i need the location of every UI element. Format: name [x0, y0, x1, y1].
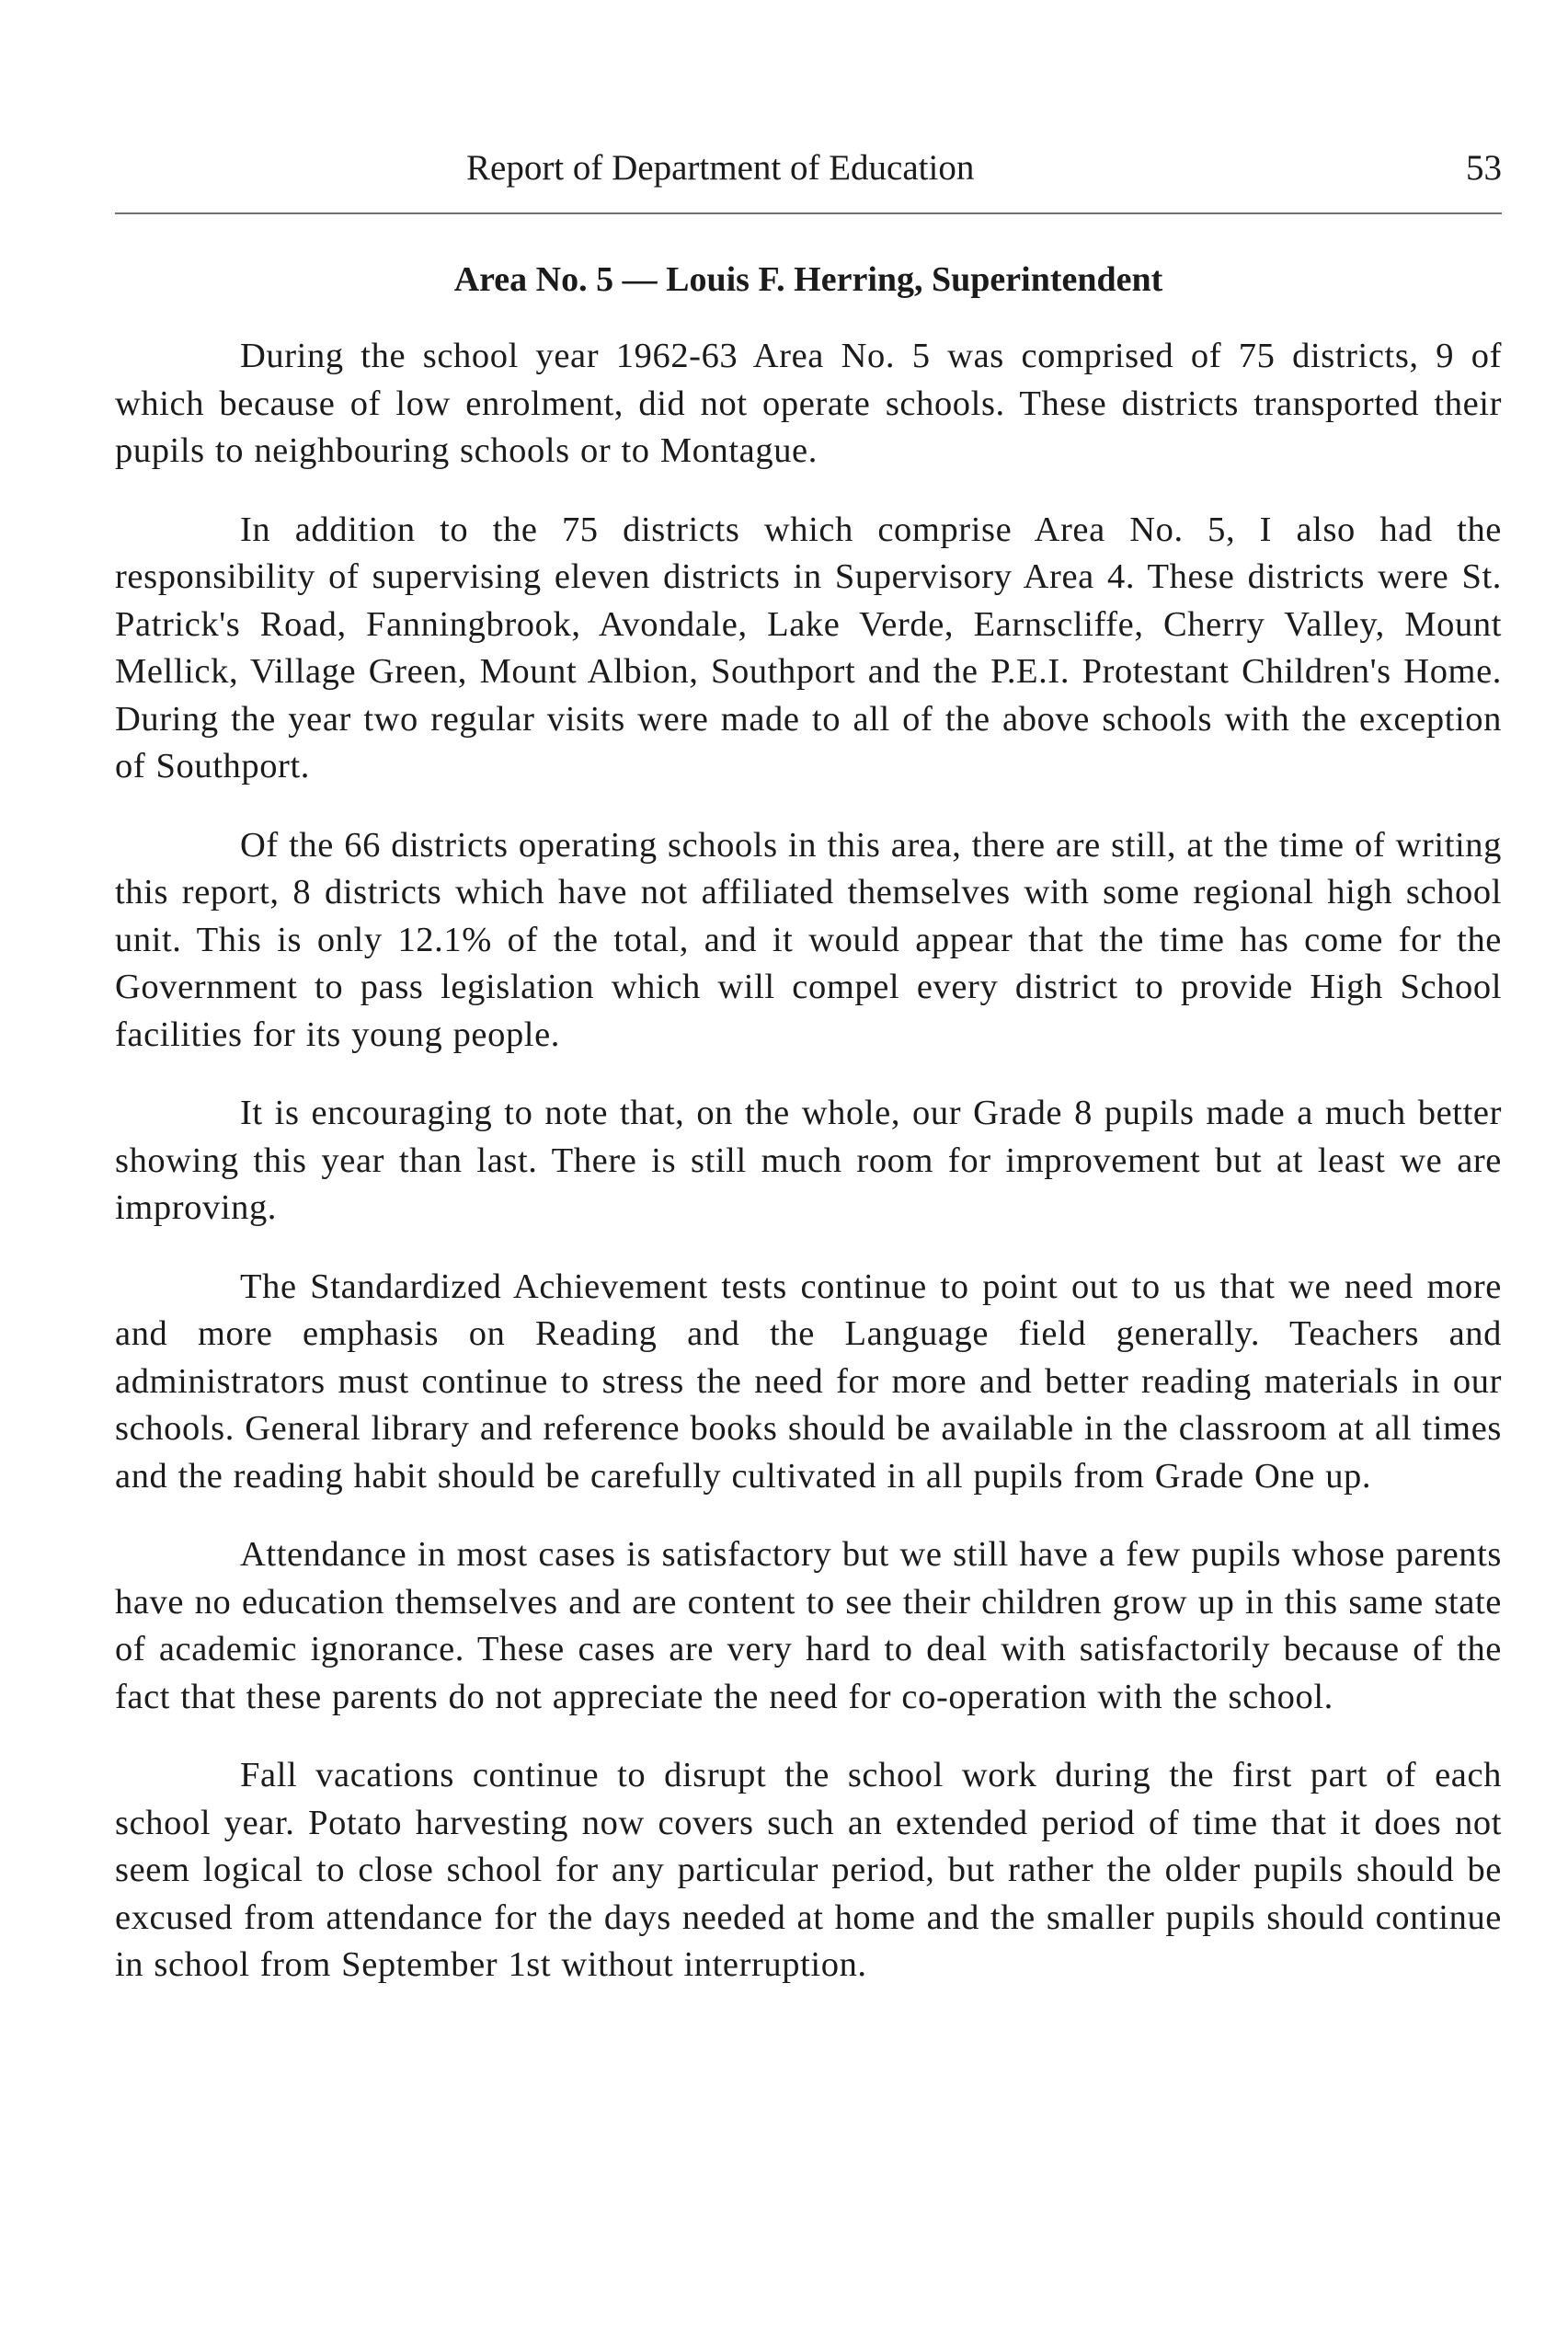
running-title: Report of Department of Education — [466, 148, 975, 188]
paragraph: The Standardized Achievement tests continue to point out to us that we need more and more emphasis on Reading and the Language field generally. Teachers and administrators must continue to stress the need for more and better reading materials in our schools. General library and reference books should be available in the classroom at all times and the reading habit should be carefully cultivated in all pupils from Grade One up. — [115, 1267, 1502, 1496]
paragraph: Fall vacations continue to disrupt the school work during the first part of each school year. Potato harvesting now covers such an extended period of time that it does not seem logical to close school for any particular period, but rather the older pupils should be excused from attendance for the days needed at home and the smaller pupils should continue in school from September 1st without interruption. — [115, 1756, 1502, 1984]
paragraph: In addition to the 75 districts which comprise Area No. 5, I also had the responsibility of supervising eleven districts in Supervisory Area 4. These districts were St. Patrick's Road, Fanningbrook, Avondale, Lake Verde, Earnscliffe, Cherry Valley, Mount Mellick, Village Green, Mount Albion, Southport and the P.E.I. Protestant Children's Home. During the year two regular visits were made to all of the above schools with the exception of Southport. — [115, 510, 1502, 785]
body-text — [115, 333, 1502, 2021]
page-number: 53 — [1466, 148, 1502, 188]
paragraph: Of the 66 districts operating schools in this area, there are still, at the time of writing this report, 8 districts which have not affiliated themselves with some regional high school unit. This is only 12.1% of the total, and it would appear that the time has come for the Government to pass legislation which will compel every district to provide High School facilities for its young people. — [115, 825, 1502, 1054]
section-heading: Area No. 5 — Louis F. Herring, Superintendent — [453, 260, 1163, 299]
paragraph: During the school year 1962-63 Area No. 5 was comprised of 75 districts, 9 of which because of low enrolment, did not operate schools. These districts transported their pupils to neighbouring schools or to Montague. — [115, 337, 1502, 470]
header-rule — [115, 212, 1502, 214]
paragraph: Attendance in most cases is satisfactory but we still have a few pupils whose parents have no education themselves and are content to see their children grow up in this same state of academic ignorance. These cases are very hard to deal with satisfactorily because of the fact that these parents do not appreciate the need for co-operation with the school. — [115, 1535, 1502, 1716]
running-header — [115, 138, 1502, 197]
paragraph: It is encouraging to note that, on the whole, our Grade 8 pupils made a much better showing this year than last. There is still much room for improvement but at least we are improving. — [115, 1094, 1502, 1227]
